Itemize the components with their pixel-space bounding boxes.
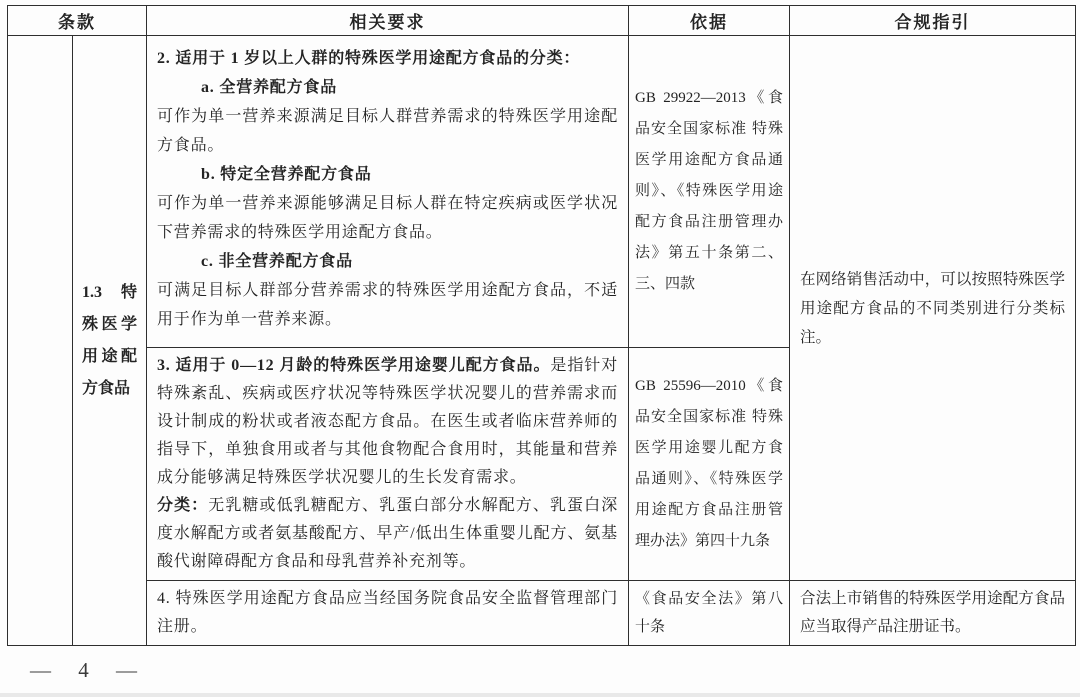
clause-spacer-cell — [8, 36, 73, 646]
basis-cell-item4: 《食品安全法》第八十条 — [629, 581, 790, 646]
item2-a-desc: 可作为单一营养来源满足目标人群营养需求的特殊医学用途配方食品。 — [157, 108, 618, 154]
item2-c-label: c. 非全营养配方食品 — [201, 253, 353, 270]
table-header-row — [8, 6, 1076, 36]
basis-cell-item2: GB 29922—2013《食品安全国家标准 特殊医学用途配方食品通则》、《特殊医学用途配方食品注册管理办法》第五十条第二、三、四款 — [629, 36, 790, 348]
bottom-edge-strip — [0, 693, 1080, 697]
header-requirements: 相关要求 — [147, 6, 629, 36]
item2-b-desc: 可作为单一营养来源能够满足目标人群在特定疾病或医学状况下营养需求的特殊医学用途配方食品。 — [157, 195, 618, 241]
header-clause: 条款 — [8, 6, 147, 36]
guidance-cell-item4: 合法上市销售的特殊医学用途配方食品应当取得产品注册证书。 — [790, 581, 1076, 646]
compliance-table — [7, 5, 1076, 646]
item3-class-label: 分类： — [157, 497, 209, 514]
item2-a-label: a. 全营养配方食品 — [201, 79, 338, 96]
header-guidance: 合规指引 — [790, 6, 1076, 36]
clause-cell-1-3: 1.3 特殊医学用途配方食品 — [73, 36, 147, 646]
guidance-cell-items2-3: 在网络销售活动中，可以按照特殊医学用途配方食品的不同类别进行分类标注。 — [790, 36, 1076, 581]
item2-c-desc: 可满足目标人群部分营养需求的特殊医学用途配方食品，不适用于作为单一营养来源。 — [157, 282, 618, 328]
requirement-cell-item3 — [147, 348, 629, 581]
table-row-item2 — [8, 36, 1076, 348]
header-basis: 依据 — [629, 6, 790, 36]
item2-b-label: b. 特定全营养配方食品 — [201, 166, 372, 183]
item2-heading: 2. 适用于 1 岁以上人群的特殊医学用途配方食品的分类： — [157, 50, 581, 67]
item3-bold-lead: 3. 适用于 0—12 月龄的特殊医学用途婴儿配方食品。 — [157, 357, 551, 374]
item3-class-body: 无乳糖或低乳糖配方、乳蛋白部分水解配方、乳蛋白深度水解配方或者氨基酸配方、早产/低出生体重婴儿配方、氨基酸代谢障碍配方食品和母乳营养补充剂等。 — [157, 497, 619, 570]
table-row-item4 — [8, 581, 1076, 646]
basis-cell-item3: GB 25596—2010《食品安全国家标准 特殊医学用途婴儿配方食品通则》、《特殊医学用途配方食品注册管理办法》第四十九条 — [629, 348, 790, 581]
item3-paragraph — [157, 352, 618, 492]
requirement-cell-item2 — [147, 36, 629, 348]
item3-body: 是指针对特殊紊乱、疾病或医疗状况等特殊医学状况婴儿的营养需求而设计制成的粉状或者液态配方食品。在医生或者临床营养师的指导下，单独食用或者与其他食物配合食用时，其能量和营养成分能够满足特殊医学状况婴儿的生长发育需求。 — [157, 357, 618, 486]
item3-class-paragraph — [157, 492, 618, 576]
page-number: — 4 — — [30, 658, 143, 682]
requirement-cell-item4: 4. 特殊医学用途配方食品应当经国务院食品安全监督管理部门注册。 — [147, 581, 629, 646]
